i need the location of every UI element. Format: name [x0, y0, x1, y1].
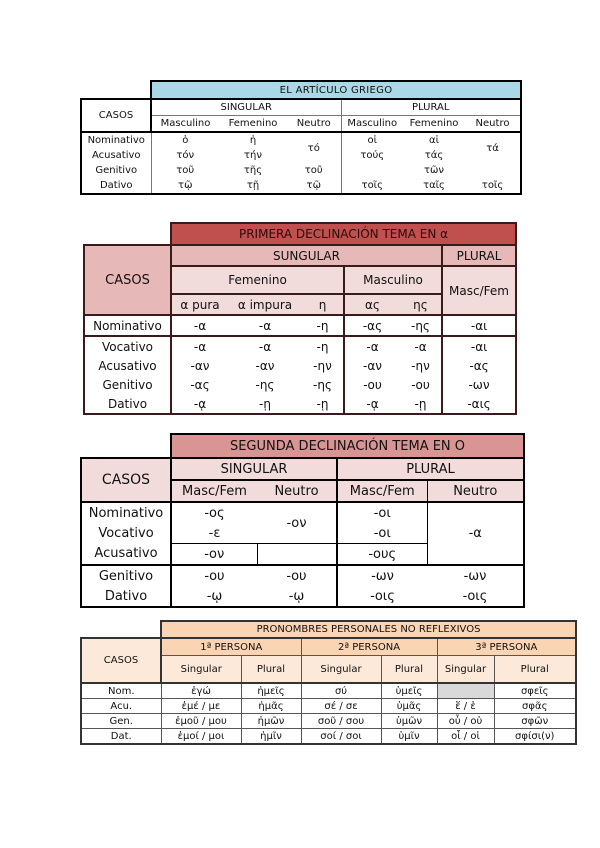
pronoun-cell: ἡμεῖς	[241, 683, 301, 699]
pronoun-cell: ἕ / ἑ	[437, 699, 494, 714]
article-cell: τάς	[424, 150, 444, 161]
article-cell: τοῦ	[151, 163, 219, 178]
pronoun-cell: ὑμῖν	[381, 729, 437, 745]
pronombres-table	[80, 620, 577, 745]
pronoun-cell: σφίσι(ν)	[494, 729, 576, 745]
gender-label: Femenino	[219, 116, 287, 133]
pronoun-cell: ἐμοῦ / μου	[161, 714, 241, 729]
pronoun-cell: οἷ / οἱ	[437, 729, 494, 745]
sub-header: Masc/Fem	[171, 480, 257, 502]
person-header: 3ª PERSONA	[437, 638, 576, 656]
sub-header: ης	[400, 294, 442, 315]
case-label: Nominativo	[84, 315, 171, 336]
gender-label: Neutro	[287, 116, 341, 133]
case-label: Dativo	[84, 394, 171, 414]
ending-cell: -ης	[255, 377, 275, 392]
ending-cell	[257, 544, 337, 566]
ending-cell: -ᾳ	[344, 394, 400, 414]
ending-cell: -ων	[371, 568, 394, 584]
pronoun-cell: ἐμέ / με	[161, 699, 241, 714]
case-label: Nom.	[81, 683, 161, 699]
ending-cell: -οις	[427, 586, 524, 607]
pronoun-cell: σοί / σοι	[301, 729, 381, 745]
primera-declinacion-table	[83, 222, 517, 415]
article-cell: ταῖς	[403, 178, 465, 194]
ending-cell: -α	[400, 336, 442, 356]
article-cell: τῇ	[219, 178, 287, 194]
pronoun-cell: ὑμᾶς	[381, 699, 437, 714]
number-header: Plural	[494, 656, 576, 684]
ending-cell: -ῳ	[257, 586, 337, 607]
pronoun-cell: ὑμῶν	[381, 714, 437, 729]
ending-cell: -α	[171, 336, 228, 356]
ending-cell: -αις	[442, 394, 516, 414]
pronoun-cell: σύ	[301, 683, 381, 699]
singular-header: SINGULAR	[151, 99, 341, 116]
pronoun-cell: ἐμοί / μοι	[161, 729, 241, 745]
casos-header: CASOS	[84, 245, 171, 315]
pronoun-cell: ἐγώ	[161, 683, 241, 699]
ending-cell: -ου	[204, 568, 225, 584]
ending-cell: -α	[366, 339, 379, 354]
ending-cell: -οι	[337, 502, 427, 523]
ending-cell: -ων	[442, 375, 516, 394]
ending-cell: -α	[427, 502, 524, 565]
singular-header: SUNGULAR	[171, 245, 442, 266]
article-cell: τόν	[151, 148, 219, 163]
case-label: Vocativo	[81, 523, 171, 544]
article-cell: τῷ	[287, 178, 341, 194]
gender-label: Masculino	[341, 116, 403, 133]
ending-cell: -αν	[255, 358, 275, 373]
sub-header: η	[302, 294, 344, 315]
casos-header: CASOS	[81, 99, 151, 132]
ending-cell: -οις	[337, 586, 427, 607]
ending-cell: -ου	[363, 377, 382, 392]
pronoun-cell: σφᾶς	[494, 699, 576, 714]
article-cell: τοῖς	[465, 178, 521, 194]
segunda-title: SEGUNDA DECLINACIÓN TEMA EN O	[171, 434, 524, 458]
article-cell: τῷ	[151, 178, 219, 194]
ending-cell: -ος	[204, 505, 225, 521]
ending-cell: -ας	[171, 375, 228, 394]
singular-header: SINGULAR	[171, 458, 337, 480]
casos-header: CASOS	[81, 638, 161, 683]
ending-cell: -α	[258, 339, 272, 354]
ending-cell: -ον	[257, 502, 337, 544]
pronoun-cell: οὗ / οὑ	[437, 714, 494, 729]
masculino-header: Masculino	[344, 266, 442, 294]
ending-cell: -αι	[442, 315, 516, 336]
pronoun-cell: σφῶν	[494, 714, 576, 729]
pronoun-cell: ὑμεῖς	[381, 683, 437, 699]
gender-label: Masculino	[151, 116, 219, 133]
person-header: 1ª PERSONA	[161, 638, 301, 656]
article-cell: ἡ	[249, 135, 257, 146]
case-label: Acusativo	[84, 356, 171, 375]
segunda-declinacion-table	[80, 433, 525, 608]
sub-header: α impura	[228, 294, 302, 315]
ending-cell: -ην	[400, 356, 442, 375]
ending-cell: -ᾳ	[171, 394, 228, 414]
ending-cell: -η	[302, 315, 344, 336]
articulo-table	[80, 80, 522, 195]
pronoun-cell: ἡμῶν	[241, 714, 301, 729]
sub-header: Neutro	[257, 480, 337, 502]
gender-label: Femenino	[403, 116, 465, 133]
sub-header: α pura	[171, 294, 228, 315]
case-label: Nominativo	[81, 502, 171, 523]
article-cell: τούς	[341, 148, 403, 163]
plural-header: PLURAL	[337, 458, 524, 480]
pronoun-cell: ἡμῖν	[241, 729, 301, 745]
ending-cell: -ῃ	[302, 394, 344, 414]
ending-cell: -ας	[442, 356, 516, 375]
ending-cell: -ας	[344, 315, 400, 336]
case-label: Dativo	[81, 586, 171, 607]
case-label: Genitivo	[84, 375, 171, 394]
article-cell: οἱ	[341, 132, 403, 148]
pronoun-cell: σφεῖς	[494, 683, 576, 699]
plural-header: PLURAL	[341, 99, 521, 116]
ending-cell: -αν	[363, 358, 382, 373]
ending-cell: -α	[171, 315, 228, 336]
plural-gender-header: Masc/Fem	[442, 266, 516, 315]
article-cell: τά	[465, 132, 521, 163]
case-label: Gen.	[81, 714, 161, 729]
ending-cell: -οι	[337, 523, 427, 544]
case-label: Acu.	[81, 699, 161, 714]
article-cell: τό	[307, 142, 320, 154]
ending-cell: -ους	[337, 544, 427, 566]
ending-cell: -α	[228, 315, 302, 336]
number-header: Singular	[161, 656, 241, 684]
ending-cell: -ης	[400, 315, 442, 336]
ending-cell: -αι	[442, 336, 516, 356]
ending-cell: -ου	[257, 565, 337, 586]
pronombres-title: PRONOMBRES PERSONALES NO REFLEXIVOS	[161, 621, 576, 638]
person-header: 2ª PERSONA	[301, 638, 437, 656]
number-header: Plural	[381, 656, 437, 684]
pronoun-cell-empty	[437, 683, 494, 699]
ending-cell: -ης	[302, 375, 344, 394]
ending-cell: -ῳ	[171, 586, 257, 607]
article-cell: τοῖς	[341, 178, 403, 194]
case-label: Dativo	[81, 178, 151, 194]
ending-cell: -ῃ	[400, 394, 442, 414]
article-cell	[465, 163, 521, 178]
article-cell: τοῦ	[304, 165, 323, 176]
article-cell: αἱ	[429, 135, 439, 146]
case-label: Genitivo	[81, 565, 171, 586]
article-cell: τῆς	[243, 165, 263, 176]
number-header: Singular	[301, 656, 381, 684]
article-cell: τήν	[244, 150, 262, 161]
ending-cell: -η	[302, 336, 344, 356]
case-label: Dat.	[81, 729, 161, 745]
number-header: Singular	[437, 656, 494, 684]
ending-cell: -ου	[400, 375, 442, 394]
ending-cell: -ῃ	[228, 394, 302, 414]
casos-header: CASOS	[81, 458, 171, 502]
ending-cell: -ων	[427, 565, 524, 586]
article-cell: τῶν	[424, 165, 444, 176]
ending-cell: -ον	[171, 544, 257, 566]
sub-header: Masc/Fem	[337, 480, 427, 502]
gender-label: Neutro	[465, 116, 521, 133]
pronoun-cell: ἡμᾶς	[241, 699, 301, 714]
article-cell	[341, 163, 403, 178]
sub-header: Neutro	[427, 480, 524, 502]
pronoun-cell: σέ / σε	[301, 699, 381, 714]
case-label: Acusativo	[81, 148, 151, 163]
case-label: Vocativo	[84, 336, 171, 356]
case-label: Nominativo	[81, 132, 151, 148]
case-label: Genitivo	[81, 163, 151, 178]
ending-cell: -αν	[171, 356, 228, 375]
sub-header: ας	[344, 294, 400, 315]
article-cell: ὁ	[151, 132, 219, 148]
primera-title: PRIMERA DECLINACIÓN TEMA EN α	[171, 223, 516, 245]
ending-cell: -ην	[302, 356, 344, 375]
ending-cell: -ε	[171, 523, 257, 544]
pronoun-cell: σοῦ / σου	[301, 714, 381, 729]
plural-header: PLURAL	[442, 245, 516, 266]
case-label: Acusativo	[81, 544, 171, 566]
femenino-header: Femenino	[171, 266, 344, 294]
articulo-title: EL ARTÍCULO GRIEGO	[151, 81, 521, 99]
number-header: Plural	[241, 656, 301, 684]
